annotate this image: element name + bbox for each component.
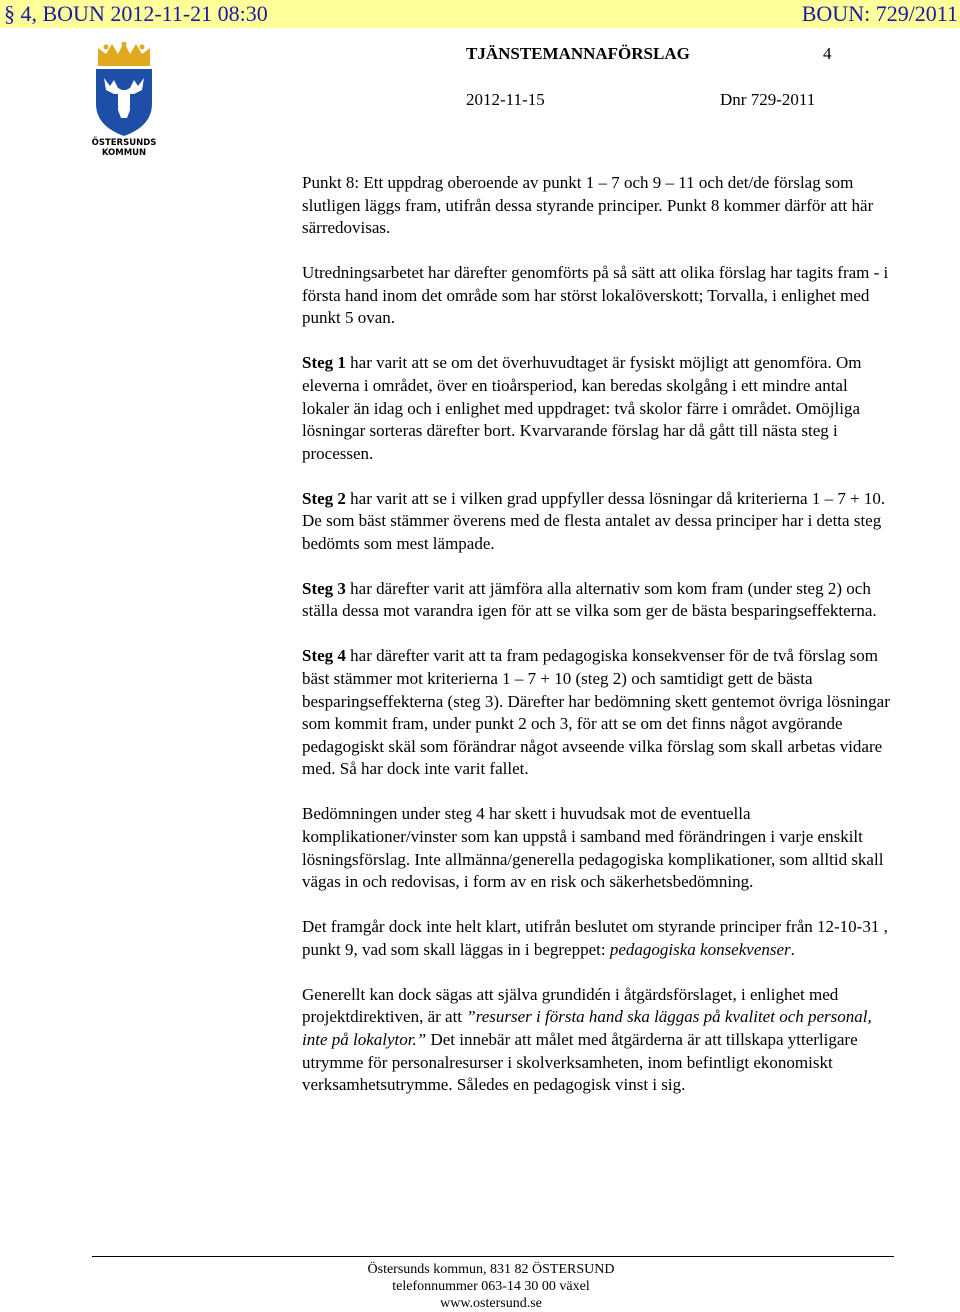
footer-address: Östersunds kommun, 831 82 ÖSTERSUND bbox=[367, 1262, 615, 1277]
footer-divider bbox=[92, 1256, 894, 1257]
municipality-logo bbox=[91, 42, 157, 158]
paragraph-text: Det framgår dock inte helt klart, utifrån beslutet om styrande principer från 12-10-31 , punkt 9, vad som skall läggas in i begreppet: bbox=[302, 917, 888, 959]
step-label: Steg 4 bbox=[302, 646, 346, 666]
top-bar bbox=[0, 0, 960, 28]
paragraph-text: har varit att se i vilken grad uppfyller dessa lösningar då kriterierna 1 – 7 + 10. De som bäst stämmer överens med de flesta antalet av dessa principer har i detta steg bedömts som mest lämpade. bbox=[302, 488, 886, 553]
step-label: Steg 1 bbox=[302, 353, 346, 373]
paragraph-text: Generellt kan dock sägas att själva grundidén i åtgärdsförslaget, i enlighet med projektdirektiven, är att bbox=[302, 984, 839, 1027]
paragraph bbox=[302, 984, 896, 1097]
paragraph: Utredningsarbetet har därefter genomförts på så sätt att olika förslag har tagits fram - i första hand inom det område som har störst lokalöverskott; Torvalla, i enlighet med punkt 5 ovan. bbox=[302, 263, 889, 328]
registration-number: Dnr 729-2011 bbox=[720, 90, 816, 109]
footer-phone: telefonnummer 063-14 30 00 växel bbox=[392, 1279, 590, 1294]
case-number: BOUN: 729/2011 bbox=[801, 1, 958, 26]
paragraph bbox=[302, 578, 896, 623]
paragraph-text: har därefter varit att jämföra alla alternativ som kom fram (under steg 2) och ställa dessa mot varandra igen för att se vilka som ger de bästa besparingseffekterna. bbox=[302, 578, 877, 621]
paragraph bbox=[302, 488, 896, 556]
paragraph bbox=[302, 916, 896, 961]
paragraph: Bedömningen under steg 4 har skett i huvudsak mot de eventuella komplikationer/vinster som kan uppstå i samband med förändringen i varje enskilt lösningsförslag. Inte allmänna/generella pedagogiska komplikationer, som alltid skall vägas in och redovisas, i form av en risk och säkerhetsbedömning. bbox=[302, 804, 884, 892]
step-label: Steg 3 bbox=[302, 578, 346, 598]
paragraph-text: . bbox=[790, 939, 795, 959]
italic-term: pedagogiska konsekvenser bbox=[609, 939, 791, 959]
logo-line-2: KOMMUN bbox=[101, 148, 147, 158]
footer bbox=[0, 1261, 960, 1312]
step-label: Steg 2 bbox=[302, 488, 346, 508]
paragraph: Punkt 8: Ett uppdrag oberoende av punkt 1 – 7 och 9 – 11 och det/de förslag som slutligen läggs fram, utifrån dessa styrande principer. Punkt 8 kommer därför att här särredovisas. bbox=[302, 173, 874, 238]
logo-line-1: ÖSTERSUNDS bbox=[91, 138, 157, 148]
paragraph bbox=[302, 352, 896, 465]
page-number: 4 bbox=[823, 44, 832, 63]
paragraph-text: har därefter varit att ta fram pedagogiska konsekvenser för de två förslag som bäst stämmer mot kriterierna 1 – 7 + 10 (steg 2) och samtidigt gett de bästa besparingseffekterna (steg 3). Därefter har bedömning skett gentemot övriga lösningar som kommit fram, under punkt 2 och 3, för att se om det finns något avgörande pedagogiskt skäl som förändrar något avseende vilka förslag som skall arbetas vidare med. Så har dock inte varit fallet. bbox=[302, 646, 890, 779]
document-date: 2012-11-15 bbox=[466, 90, 545, 109]
italic-quote: ”resurser i första hand ska läggas på kvalitet och personal, inte på lokalytor.” bbox=[302, 1007, 872, 1049]
footer-website: www.ostersund.se bbox=[440, 1296, 542, 1311]
paragraph-text: Det innebär att målet med åtgärderna är att tillskapa ytterligare utrymme för personalresurser i skolverksamheten, inom befintligt ekonomiskt verksamhetsutrymme. Således en pedagogisk vinst i sig. bbox=[302, 1029, 858, 1095]
document-type: TJÄNSTEMANNAFÖRSLAG bbox=[466, 44, 690, 63]
meeting-reference: § 4, BOUN 2012-11-21 08:30 bbox=[4, 1, 268, 26]
document-body bbox=[302, 172, 896, 1119]
paragraph bbox=[302, 645, 896, 781]
paragraph-text: har varit att se om det överhuvudtaget är fysiskt möjligt att genomföra. Om eleverna i området, över en tioårsperiod, kan beredas skolgång i ett mindre antal lokaler än idag och i enlighet med uppdraget: två skolor färre i området. Omöjliga lösningar sorteras därefter bort. Kvarvarande förslag har då gått till nästa steg i processen. bbox=[302, 353, 862, 463]
